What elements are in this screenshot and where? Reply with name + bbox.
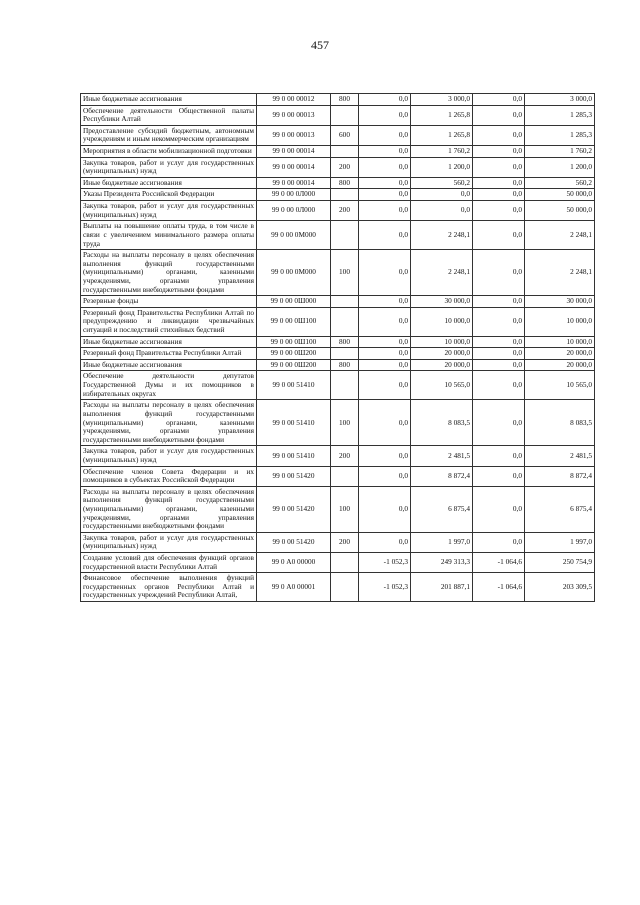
table-row xyxy=(81,573,595,602)
row-value-4-cell: 560,2 xyxy=(525,177,595,189)
row-value-3-cell: 0,0 xyxy=(473,177,525,189)
row-value-3-cell: 0,0 xyxy=(473,157,525,177)
row-code-cell: 99 0 А0 00001 xyxy=(257,573,331,602)
row-expense-type-cell xyxy=(331,573,359,602)
row-value-1-cell: 0,0 xyxy=(359,359,411,371)
row-value-1-cell: 0,0 xyxy=(359,336,411,348)
row-value-4-cell: 30 000,0 xyxy=(525,296,595,308)
row-value-2-cell: 20 000,0 xyxy=(411,359,473,371)
row-name-cell: Указы Президента Российской Федерации xyxy=(81,189,257,201)
row-value-2-cell: 560,2 xyxy=(411,177,473,189)
row-value-2-cell: 249 313,3 xyxy=(411,553,473,573)
row-value-3-cell: 0,0 xyxy=(473,486,525,532)
row-code-cell: 99 0 00 00013 xyxy=(257,125,331,145)
row-value-3-cell: 0,0 xyxy=(473,400,525,446)
row-value-1-cell: 0,0 xyxy=(359,348,411,360)
row-value-3-cell: 0,0 xyxy=(473,125,525,145)
page-number: 457 xyxy=(311,38,329,52)
row-value-4-cell: 1 285,3 xyxy=(525,125,595,145)
row-value-2-cell: 30 000,0 xyxy=(411,296,473,308)
row-expense-type-cell: 800 xyxy=(331,336,359,348)
row-code-cell: 99 0 00 51420 xyxy=(257,532,331,552)
row-value-2-cell: 3 000,0 xyxy=(411,94,473,106)
row-value-4-cell: 8 872,4 xyxy=(525,466,595,486)
row-expense-type-cell: 200 xyxy=(331,201,359,221)
row-value-1-cell: 0,0 xyxy=(359,221,411,250)
row-value-2-cell: 6 875,4 xyxy=(411,486,473,532)
row-value-4-cell: 8 083,5 xyxy=(525,400,595,446)
table-row xyxy=(81,532,595,552)
row-expense-type-cell xyxy=(331,105,359,125)
row-name-cell: Закупка товаров, работ и услуг для государственных (муниципальных) нужд xyxy=(81,157,257,177)
table-row xyxy=(81,189,595,201)
row-value-3-cell: 0,0 xyxy=(473,532,525,552)
table-row xyxy=(81,446,595,466)
row-code-cell: 99 0 00 51420 xyxy=(257,466,331,486)
row-value-3-cell: 0,0 xyxy=(473,336,525,348)
table-row xyxy=(81,336,595,348)
row-expense-type-cell: 200 xyxy=(331,532,359,552)
row-value-2-cell: 10 565,0 xyxy=(411,371,473,400)
row-value-4-cell: 1 760,2 xyxy=(525,146,595,158)
row-expense-type-cell xyxy=(331,553,359,573)
row-value-1-cell: 0,0 xyxy=(359,307,411,336)
row-value-4-cell: 250 754,9 xyxy=(525,553,595,573)
row-expense-type-cell xyxy=(331,146,359,158)
row-value-1-cell: 0,0 xyxy=(359,486,411,532)
row-code-cell: 99 0 00 51410 xyxy=(257,371,331,400)
row-name-cell: Иные бюджетные ассигнования xyxy=(81,359,257,371)
row-code-cell: 99 0 00 00014 xyxy=(257,146,331,158)
table-row xyxy=(81,221,595,250)
row-code-cell: 99 0 00 0Ш200 xyxy=(257,359,331,371)
table-row xyxy=(81,371,595,400)
row-code-cell: 99 0 00 0Л000 xyxy=(257,201,331,221)
row-name-cell: Обеспечение деятельности Общественной палаты Республики Алтай xyxy=(81,105,257,125)
row-value-1-cell: 0,0 xyxy=(359,94,411,106)
table-row xyxy=(81,359,595,371)
row-code-cell: 99 0 00 0Ш100 xyxy=(257,307,331,336)
row-code-cell: 99 0 00 0М000 xyxy=(257,221,331,250)
row-value-3-cell: 0,0 xyxy=(473,466,525,486)
row-value-4-cell: 10 000,0 xyxy=(525,336,595,348)
row-value-2-cell: 2 248,1 xyxy=(411,250,473,296)
row-code-cell: 99 0 00 0Ш000 xyxy=(257,296,331,308)
row-value-4-cell: 3 000,0 xyxy=(525,94,595,106)
row-expense-type-cell: 100 xyxy=(331,400,359,446)
row-value-4-cell: 1 997,0 xyxy=(525,532,595,552)
budget-table xyxy=(80,93,595,602)
row-value-2-cell: 20 000,0 xyxy=(411,348,473,360)
table-row xyxy=(81,125,595,145)
row-expense-type-cell: 600 xyxy=(331,125,359,145)
table-row xyxy=(81,177,595,189)
row-value-3-cell: 0,0 xyxy=(473,146,525,158)
row-value-1-cell: 0,0 xyxy=(359,466,411,486)
row-value-1-cell: -1 052,3 xyxy=(359,573,411,602)
row-code-cell: 99 0 00 0Ш100 xyxy=(257,336,331,348)
row-expense-type-cell: 200 xyxy=(331,446,359,466)
row-value-3-cell: -1 064,6 xyxy=(473,573,525,602)
table-row xyxy=(81,296,595,308)
row-value-1-cell: 0,0 xyxy=(359,105,411,125)
row-expense-type-cell: 100 xyxy=(331,250,359,296)
row-value-2-cell: 1 265,8 xyxy=(411,125,473,145)
row-name-cell: Закупка товаров, работ и услуг для государственных (муниципальных) нужд xyxy=(81,532,257,552)
row-value-1-cell: 0,0 xyxy=(359,296,411,308)
row-name-cell: Закупка товаров, работ и услуг для государственных (муниципальных) нужд xyxy=(81,446,257,466)
row-value-3-cell: 0,0 xyxy=(473,359,525,371)
row-value-4-cell: 50 000,0 xyxy=(525,189,595,201)
row-code-cell: 99 0 00 00013 xyxy=(257,105,331,125)
row-value-1-cell: -1 052,3 xyxy=(359,553,411,573)
row-code-cell: 99 0 00 51410 xyxy=(257,446,331,466)
row-value-1-cell: 0,0 xyxy=(359,189,411,201)
row-name-cell: Резервный фонд Правительства Республики Алтай по предупреждению и ликвидации чрезвычайных ситуаций и последствий стихийных бедствий xyxy=(81,307,257,336)
row-value-4-cell: 2 481,5 xyxy=(525,446,595,466)
row-value-1-cell: 0,0 xyxy=(359,400,411,446)
row-value-3-cell: 0,0 xyxy=(473,250,525,296)
table-row xyxy=(81,486,595,532)
row-value-3-cell: 0,0 xyxy=(473,348,525,360)
row-value-3-cell: 0,0 xyxy=(473,371,525,400)
row-name-cell: Предоставление субсидий бюджетным, автономным учреждениям и иным некоммерческим организациям xyxy=(81,125,257,145)
row-value-1-cell: 0,0 xyxy=(359,250,411,296)
row-expense-type-cell xyxy=(331,221,359,250)
row-value-4-cell: 50 000,0 xyxy=(525,201,595,221)
row-value-3-cell: 0,0 xyxy=(473,105,525,125)
row-value-3-cell: -1 064,6 xyxy=(473,553,525,573)
row-value-1-cell: 0,0 xyxy=(359,125,411,145)
row-value-2-cell: 8 083,5 xyxy=(411,400,473,446)
table-row xyxy=(81,146,595,158)
row-expense-type-cell xyxy=(331,371,359,400)
row-value-4-cell: 20 000,0 xyxy=(525,359,595,371)
row-expense-type-cell xyxy=(331,296,359,308)
row-value-2-cell: 201 887,1 xyxy=(411,573,473,602)
row-value-2-cell: 10 000,0 xyxy=(411,307,473,336)
row-value-3-cell: 0,0 xyxy=(473,307,525,336)
table-row xyxy=(81,553,595,573)
row-value-3-cell: 0,0 xyxy=(473,201,525,221)
row-value-1-cell: 0,0 xyxy=(359,371,411,400)
table-row xyxy=(81,94,595,106)
row-value-3-cell: 0,0 xyxy=(473,94,525,106)
row-name-cell: Резервный фонд Правительства Республики Алтай xyxy=(81,348,257,360)
row-value-2-cell: 10 000,0 xyxy=(411,336,473,348)
row-value-4-cell: 10 000,0 xyxy=(525,307,595,336)
row-name-cell: Расходы на выплаты персоналу в целях обеспечения выполнения функций государственными (муниципальными) органами, казенными учреждениями, органами управления государственными внебюджетными фондами xyxy=(81,250,257,296)
table-row xyxy=(81,466,595,486)
table-row xyxy=(81,348,595,360)
row-value-4-cell: 20 000,0 xyxy=(525,348,595,360)
row-value-1-cell: 0,0 xyxy=(359,157,411,177)
row-value-2-cell: 2 481,5 xyxy=(411,446,473,466)
row-name-cell: Резервные фонды xyxy=(81,296,257,308)
row-expense-type-cell xyxy=(331,466,359,486)
row-value-4-cell: 2 248,1 xyxy=(525,250,595,296)
row-value-1-cell: 0,0 xyxy=(359,177,411,189)
row-value-3-cell: 0,0 xyxy=(473,296,525,308)
row-expense-type-cell: 100 xyxy=(331,486,359,532)
row-code-cell: 99 0 00 00012 xyxy=(257,94,331,106)
row-name-cell: Обеспечение деятельности депутатов Государственной Думы и их помощников в избирательных округах xyxy=(81,371,257,400)
row-expense-type-cell: 800 xyxy=(331,177,359,189)
row-name-cell: Финансовое обеспечение выполнения функций государственных органов Республики Алтай и государственных учреждений Республики Алтай, xyxy=(81,573,257,602)
row-name-cell: Создание условий для обеспечения функций органов государственной власти Республики Алтай xyxy=(81,553,257,573)
row-expense-type-cell xyxy=(331,307,359,336)
row-code-cell: 99 0 00 51420 xyxy=(257,486,331,532)
row-value-1-cell: 0,0 xyxy=(359,446,411,466)
row-expense-type-cell: 200 xyxy=(331,157,359,177)
row-value-4-cell: 1 285,3 xyxy=(525,105,595,125)
row-name-cell: Иные бюджетные ассигнования xyxy=(81,177,257,189)
row-code-cell: 99 0 00 0М000 xyxy=(257,250,331,296)
row-value-3-cell: 0,0 xyxy=(473,189,525,201)
row-name-cell: Расходы на выплаты персоналу в целях обеспечения выполнения функций государственными (муниципальными) органами, казенными учреждениями, органами управления государственными внебюджетными фондами xyxy=(81,486,257,532)
row-name-cell: Расходы на выплаты персоналу в целях обеспечения выполнения функций государственными (муниципальными) органами, казенными учреждениями, органами управления государственными внебюджетными фондами xyxy=(81,400,257,446)
row-value-2-cell: 1 760,2 xyxy=(411,146,473,158)
row-name-cell: Обеспечение членов Совета Федерации и их помощников в субъектах Российской Федерации xyxy=(81,466,257,486)
row-value-2-cell: 0,0 xyxy=(411,189,473,201)
row-name-cell: Иные бюджетные ассигнования xyxy=(81,336,257,348)
table-row xyxy=(81,250,595,296)
row-code-cell: 99 0 А0 00000 xyxy=(257,553,331,573)
row-value-4-cell: 10 565,0 xyxy=(525,371,595,400)
row-expense-type-cell: 800 xyxy=(331,94,359,106)
row-code-cell: 99 0 00 00014 xyxy=(257,177,331,189)
row-value-2-cell: 1 997,0 xyxy=(411,532,473,552)
table-row xyxy=(81,400,595,446)
row-value-4-cell: 203 309,5 xyxy=(525,573,595,602)
row-code-cell: 99 0 00 00014 xyxy=(257,157,331,177)
budget-table-body xyxy=(81,94,595,602)
row-value-1-cell: 0,0 xyxy=(359,146,411,158)
row-value-4-cell: 2 248,1 xyxy=(525,221,595,250)
row-value-2-cell: 0,0 xyxy=(411,201,473,221)
row-value-4-cell: 1 200,0 xyxy=(525,157,595,177)
table-row xyxy=(81,105,595,125)
row-value-2-cell: 2 248,1 xyxy=(411,221,473,250)
row-value-4-cell: 6 875,4 xyxy=(525,486,595,532)
row-value-2-cell: 1 265,8 xyxy=(411,105,473,125)
row-code-cell: 99 0 00 0Л000 xyxy=(257,189,331,201)
row-value-2-cell: 8 872,4 xyxy=(411,466,473,486)
row-code-cell: 99 0 00 0Ш200 xyxy=(257,348,331,360)
row-name-cell: Мероприятия в области мобилизационной подготовки xyxy=(81,146,257,158)
row-code-cell: 99 0 00 51410 xyxy=(257,400,331,446)
row-value-1-cell: 0,0 xyxy=(359,201,411,221)
row-expense-type-cell xyxy=(331,348,359,360)
table-row xyxy=(81,307,595,336)
row-value-3-cell: 0,0 xyxy=(473,446,525,466)
row-value-2-cell: 1 200,0 xyxy=(411,157,473,177)
table-row xyxy=(81,157,595,177)
row-value-1-cell: 0,0 xyxy=(359,532,411,552)
table-row xyxy=(81,201,595,221)
row-expense-type-cell xyxy=(331,189,359,201)
row-name-cell: Иные бюджетные ассигнования xyxy=(81,94,257,106)
row-name-cell: Выплаты на повышение оплаты труда, в том числе в связи с увеличением минимального размера оплаты труда xyxy=(81,221,257,250)
row-value-3-cell: 0,0 xyxy=(473,221,525,250)
row-expense-type-cell: 800 xyxy=(331,359,359,371)
row-name-cell: Закупка товаров, работ и услуг для государственных (муниципальных) нужд xyxy=(81,201,257,221)
